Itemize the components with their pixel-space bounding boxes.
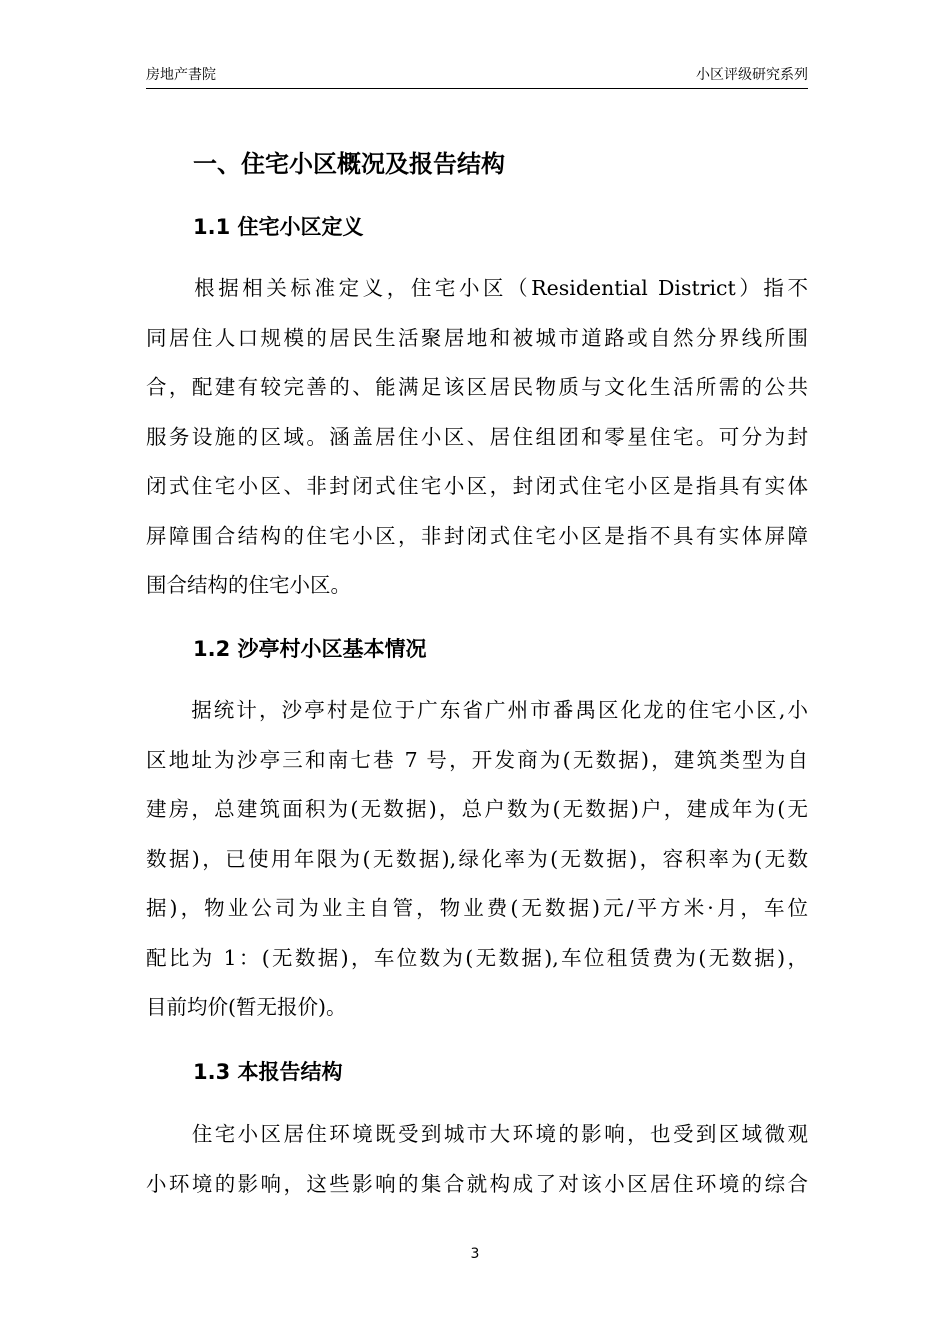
chapter-title: 一、住宅小区概况及报告结构: [193, 150, 505, 178]
body-line: 数据)，已使用年限为(无数据),绿化率为(无数据)，容积率为(无数: [146, 846, 808, 871]
body-line: 据统计，沙亭村是位于广东省广州市番禺区化龙的住宅小区,小: [146, 698, 808, 722]
body-line: 据)，物业公司为业主自管，物业费(无数据)元/平方米·月，车位: [146, 896, 808, 920]
section-title-1-2: 1.2 沙亭村小区基本情况: [193, 637, 427, 661]
body-line: 小环境的影响，这些影响的集合就构成了对该小区居住环境的综合: [146, 1171, 808, 1196]
body-line: 服务设施的区域。涵盖居住小区、居住组团和零星住宅。可分为封: [146, 424, 808, 449]
page-header: [146, 64, 808, 89]
section-body-1-2: [146, 686, 808, 1033]
body-line: 闭式住宅小区、非封闭式住宅小区，封闭式住宅小区是指具有实体: [146, 474, 808, 498]
body-line: 围合结构的住宅小区。: [146, 573, 351, 597]
header-series-title: 小区评级研究系列: [696, 67, 808, 83]
page-number: 3: [470, 1246, 480, 1262]
body-line: 根据相关标准定义，住宅小区（Residential District）指不: [146, 276, 808, 300]
section-body-1-1: [146, 264, 808, 611]
body-line: 区地址为沙亭三和南七巷 7 号，开发商为(无数据)，建筑类型为自: [146, 747, 808, 772]
section-title-1-1: 1.1 住宅小区定义: [193, 215, 364, 239]
body-line: 建房，总建筑面积为(无数据)，总户数为(无数据)户，建成年为(无: [146, 797, 808, 821]
body-line: 同居住人口规模的居民生活聚居地和被城市道路或自然分界线所围: [146, 325, 808, 350]
body-line: 屏障围合结构的住宅小区，非封闭式住宅小区是指不具有实体屏障: [146, 523, 808, 548]
body-line: 配比为 1：(无数据)，车位数为(无数据),车位租赁费为(无数据)，: [146, 945, 808, 970]
body-line: 住宅小区居住环境既受到城市大环境的影响，也受到区域微观: [146, 1122, 808, 1146]
section-body-1-3: [146, 1110, 808, 1209]
body-line: 目前均价(暂无报价)。: [146, 995, 347, 1019]
section-title-1-3: 1.3 本报告结构: [193, 1060, 343, 1084]
body-line: 合，配建有较完善的、能满足该区居民物质与文化生活所需的公共: [146, 375, 808, 399]
header-publisher: 房地产書院: [146, 67, 216, 83]
